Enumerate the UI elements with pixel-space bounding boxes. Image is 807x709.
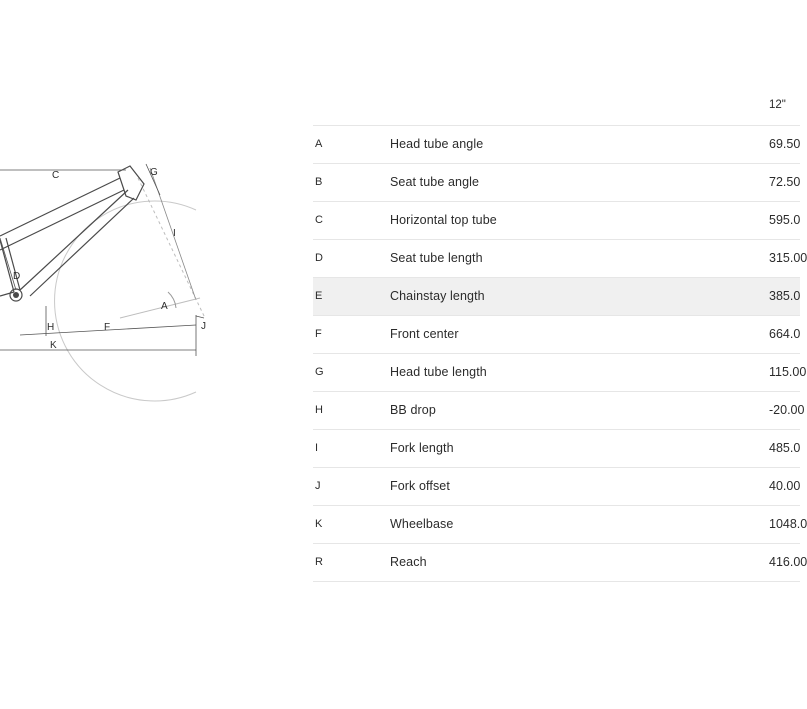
row-code: E (315, 290, 323, 302)
table-row (313, 164, 800, 202)
row-code: I (315, 442, 319, 454)
dim-label-a: A (161, 301, 168, 312)
dim-label-g: G (150, 167, 158, 178)
size-column-header: 12" (769, 99, 786, 111)
row-value: 416.00 (769, 555, 807, 569)
row-value: 595.0 (769, 213, 801, 227)
row-measurement-name: Head tube angle (390, 137, 484, 151)
table-row (313, 202, 800, 240)
bike-geometry-diagram (0, 0, 300, 420)
row-measurement-name: Fork length (390, 441, 454, 455)
dim-label-k: K (50, 340, 57, 351)
row-measurement-name: Horizontal top tube (390, 213, 497, 227)
row-code: J (315, 480, 321, 492)
row-measurement-name: Chainstay length (390, 289, 485, 303)
table-row (313, 126, 800, 164)
row-code: F (315, 328, 322, 340)
table-row (313, 316, 800, 354)
row-value: 69.50 (769, 137, 801, 151)
dim-label-i: I (173, 228, 176, 239)
row-value: -20.00 (769, 403, 805, 417)
row-code: A (315, 138, 323, 150)
dim-label-c: C (52, 170, 60, 181)
ground-angle-line (120, 298, 200, 318)
row-code: K (315, 518, 323, 530)
row-measurement-name: Seat tube angle (390, 175, 480, 189)
row-code: C (315, 214, 323, 226)
table-row (313, 354, 807, 392)
row-measurement-name: Fork offset (390, 479, 450, 493)
row-value: 72.50 (769, 175, 801, 189)
frame-tubes (0, 166, 144, 301)
row-code: R (315, 556, 323, 568)
bottom-bracket-icon (13, 292, 19, 298)
row-value: 40.00 (769, 479, 801, 493)
dim-label-h: H (47, 322, 55, 333)
row-code: B (315, 176, 323, 188)
row-value: 115.00 (769, 365, 807, 379)
row-code: G (315, 366, 324, 378)
table-row (313, 506, 807, 544)
row-code: H (315, 404, 323, 416)
row-measurement-name: BB drop (390, 403, 436, 417)
row-measurement-name: Reach (390, 555, 427, 569)
geometry-table-body (313, 126, 807, 582)
table-row (313, 240, 807, 278)
table-row (313, 430, 800, 468)
row-value: 1048.0 (769, 517, 807, 531)
table-row (313, 468, 800, 506)
row-value: 315.00 (769, 251, 807, 265)
table-row (313, 392, 805, 430)
geometry-table (313, 86, 807, 582)
row-measurement-name: Front center (390, 327, 459, 341)
dim-line-j (196, 316, 204, 318)
dim-label-f: F (104, 322, 111, 333)
table-row (313, 278, 800, 316)
row-measurement-name: Head tube length (390, 365, 487, 379)
row-measurement-name: Seat tube length (390, 251, 483, 265)
row-measurement-name: Wheelbase (390, 517, 454, 531)
table-row (313, 544, 807, 582)
dim-label-j: J (201, 321, 206, 332)
row-value: 385.0 (769, 289, 801, 303)
row-value: 664.0 (769, 327, 801, 341)
dim-label-d: D (13, 271, 21, 282)
bike-frame-drawing (0, 0, 300, 420)
geometry-table-header (313, 86, 800, 126)
row-value: 485.0 (769, 441, 801, 455)
row-code: D (315, 252, 323, 264)
